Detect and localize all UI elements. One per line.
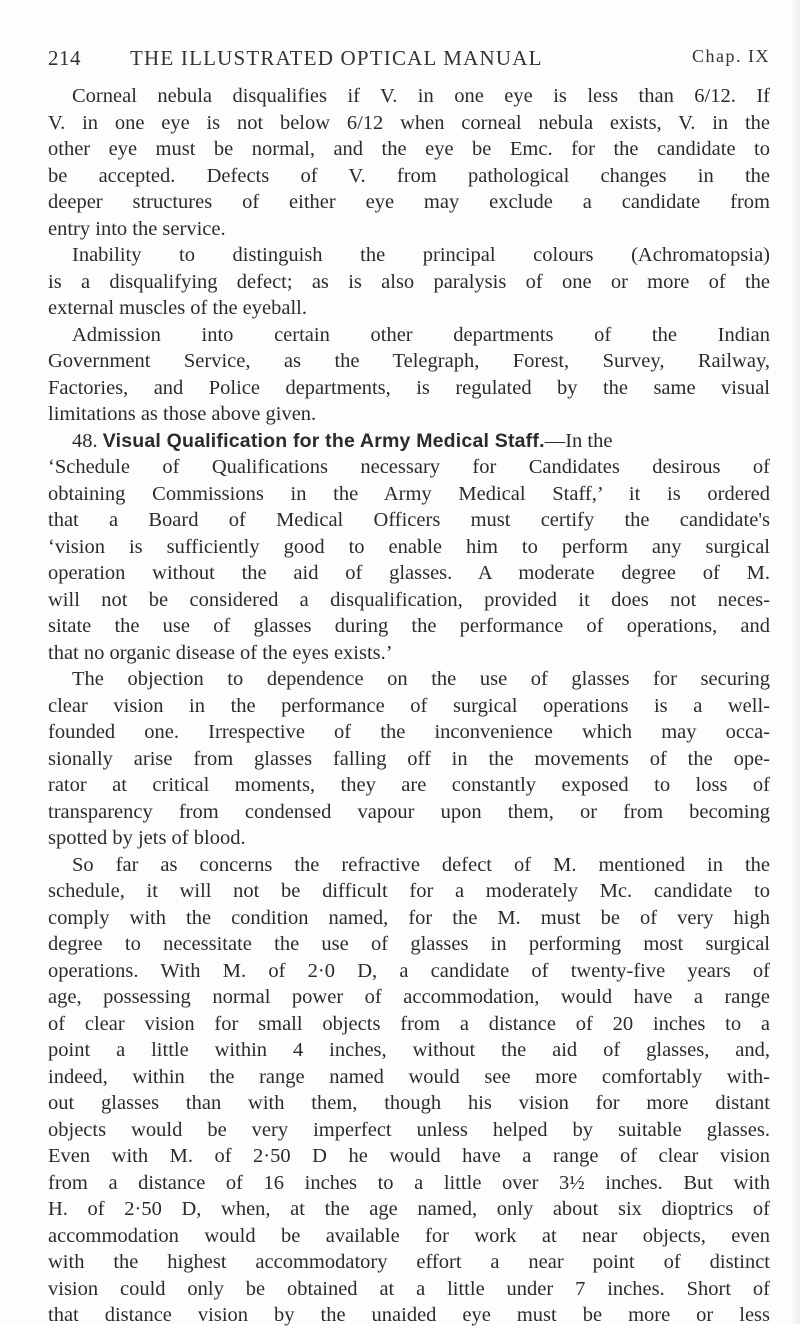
text-line: obtaining Commissions in the Army Medical Staff,’ it is ordered (48, 482, 770, 505)
text-line: that distance vision by the unaided eye must be more or less (48, 1304, 770, 1326)
text-line: external muscles of the eyeball. (48, 297, 307, 319)
text-line: be accepted. Defects of V. from pathological changes in the (48, 164, 770, 187)
text-line: Government Service, as the Telegraph, Forest, Survey, Railway, (48, 350, 770, 372)
text-line: with the highest accommodatory effort a near point of distinct (48, 1251, 770, 1273)
text-line: point a little within 4 inches, without the aid of glasses, and, (48, 1039, 770, 1061)
text-line: is a disqualifying defect; as is also paralysis of one or more of the (48, 270, 770, 293)
text-line: that no organic disease of the eyes exists.’ (48, 641, 393, 664)
text-line (48, 428, 770, 455)
text-line: sionally arise from glasses falling off in the movements of the ope- (48, 747, 770, 770)
running-head (48, 46, 770, 72)
text-line: other eye must be normal, and the eye be Emc. for the candidate to (48, 138, 770, 160)
text-line: accommodation would be available for work at near objects, even (48, 1224, 770, 1247)
text-line: operation without the aid of glasses. A moderate degree of M. (48, 562, 770, 584)
text-line: transparency from condensed vapour upon them, or from becoming (48, 800, 770, 823)
text-line: that a Board of Medical Officers must certify the candidate's (48, 509, 770, 531)
body-text (48, 83, 770, 1329)
text-line: operations. With M. of 2·0 D, a candidate of twenty-five years of (48, 959, 770, 982)
text-line: founded one. Irrespective of the inconvenience which may occa- (48, 721, 770, 743)
text-line: ‘vision is sufficiently good to enable him to perform any surgical (48, 535, 770, 558)
text-line: limitations as those above given. (48, 403, 317, 425)
text-line: Factories, and Police departments, is regulated by the same visual (48, 376, 770, 399)
page-number: 214 (48, 46, 81, 70)
text-line: age, possessing normal power of accommodation, would have a range (48, 986, 770, 1008)
text-line: Corneal nebula disqualifies if V. in one eye is less than 6/12. If (72, 85, 770, 107)
text-line: vision could only be obtained at a little under 7 inches. Short of (48, 1277, 770, 1300)
line-text: In the (565, 429, 613, 452)
text-line: spotted by jets of blood. (48, 827, 246, 849)
page-edge-shadow (790, 0, 800, 1324)
text-line: of clear vision for small objects from a distance of 20 inches to a (48, 1012, 770, 1035)
text-line: entry into the service. (48, 217, 226, 240)
text-line: out glasses than with them, though his vision for more distant (48, 1092, 770, 1114)
text-line: clear vision in the performance of surgical operations is a well- (48, 694, 770, 717)
text-line: V. in one eye is not below 6/12 when corneal nebula exists, V. in the (48, 111, 770, 134)
text-line: objects would be very imperfect unless helped by suitable glasses. (48, 1118, 770, 1141)
chapter-label: Chap. IX (692, 46, 770, 66)
text-line: Even with M. of 2·50 D he would have a range of clear vision (48, 1145, 770, 1167)
text-line: deeper structures of either eye may exclude a candidate from (48, 191, 770, 213)
text-line: comply with the condition named, for the M. must be of very high (48, 906, 770, 929)
text-line: from a distance of 16 inches to a little over 3½ inches. But with (48, 1171, 770, 1194)
section-heading: Visual Qualification for the Army Medical Staff. (102, 429, 545, 452)
text-line: So far as concerns the refractive defect of M. mentioned in the (72, 853, 770, 876)
text-line: Inability to distinguish the principal colours (Achromatopsia) (72, 244, 770, 266)
text-line: schedule, it will not be difficult for a moderately Mc. candidate to (48, 880, 770, 902)
section-number: 48. (72, 429, 103, 452)
text-line: ‘Schedule of Qualifications necessary for Candidates desirous of (48, 456, 770, 478)
heading-dash: — (544, 429, 566, 452)
text-line: The objection to dependence on the use of glasses for securing (72, 668, 770, 690)
text-line: will not be considered a disqualification, provided it does not neces- (48, 588, 770, 611)
text-line: indeed, within the range named would see more comfortably with- (48, 1065, 770, 1088)
text-line: sitate the use of glasses during the performance of operations, and (48, 615, 770, 637)
text-line: rator at critical moments, they are constantly exposed to loss of (48, 774, 770, 796)
text-line: Admission into certain other departments of the Indian (72, 323, 770, 346)
text-line: H. of 2·50 D, when, at the age named, only about six dioptrics of (48, 1198, 770, 1220)
book-title: THE ILLUSTRATED OPTICAL MANUAL (130, 46, 543, 70)
text-line: degree to necessitate the use of glasses in performing most surgical (48, 933, 770, 955)
